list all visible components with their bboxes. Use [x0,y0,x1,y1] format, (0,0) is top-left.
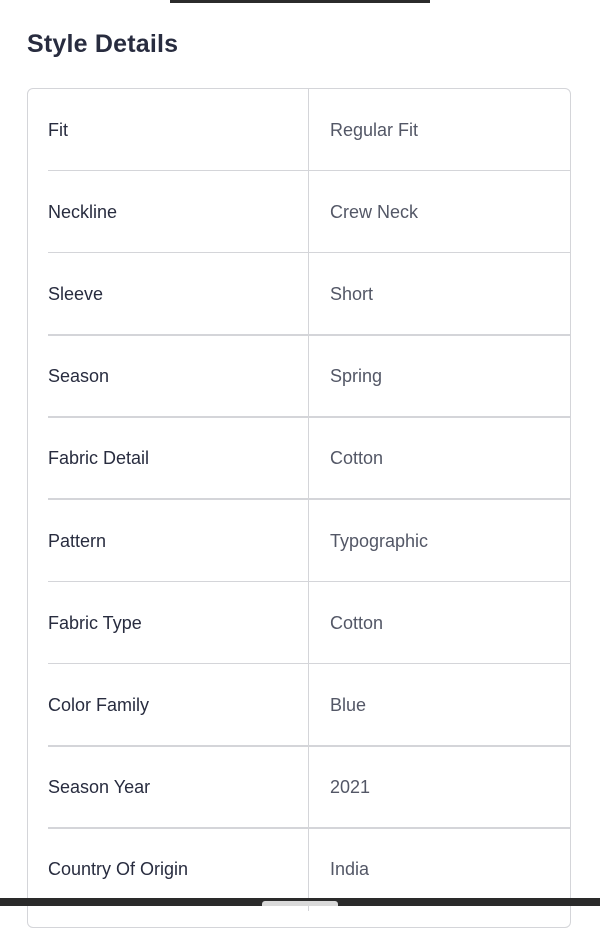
spec-value: Cotton [309,582,570,664]
table-row [28,336,570,418]
spec-value: Cotton [309,418,570,500]
spec-value: India [309,829,570,911]
spec-value: Blue [309,664,570,746]
status-bar-segment [170,0,430,3]
spec-value: Typographic [309,500,570,582]
spec-value: 2021 [309,747,570,829]
spec-label: Sleeve [28,253,309,335]
spec-label: Fabric Type [28,582,309,664]
table-row [28,253,570,335]
table-row [28,747,570,829]
spec-label: Fabric Detail [28,418,309,500]
home-indicator-handle[interactable] [262,901,338,906]
table-row [28,418,570,500]
spec-label: Neckline [28,171,309,253]
spec-label: Color Family [28,664,309,746]
table-row [28,89,570,171]
spec-value: Spring [309,336,570,418]
section-title: Style Details [27,30,178,59]
spec-label: Season [28,336,309,418]
navigation-bar [0,898,600,906]
table-row [28,500,570,582]
spec-value: Crew Neck [309,171,570,253]
table-row [28,171,570,253]
status-bar-strip [0,0,600,3]
table-row [28,664,570,746]
table-row [28,582,570,664]
spec-value: Regular Fit [309,89,570,171]
style-details-table [27,88,571,928]
spec-label: Pattern [28,500,309,582]
spec-label: Fit [28,89,309,171]
spec-label: Season Year [28,747,309,829]
spec-value: Short [309,253,570,335]
spec-label: Country Of Origin [28,829,309,911]
